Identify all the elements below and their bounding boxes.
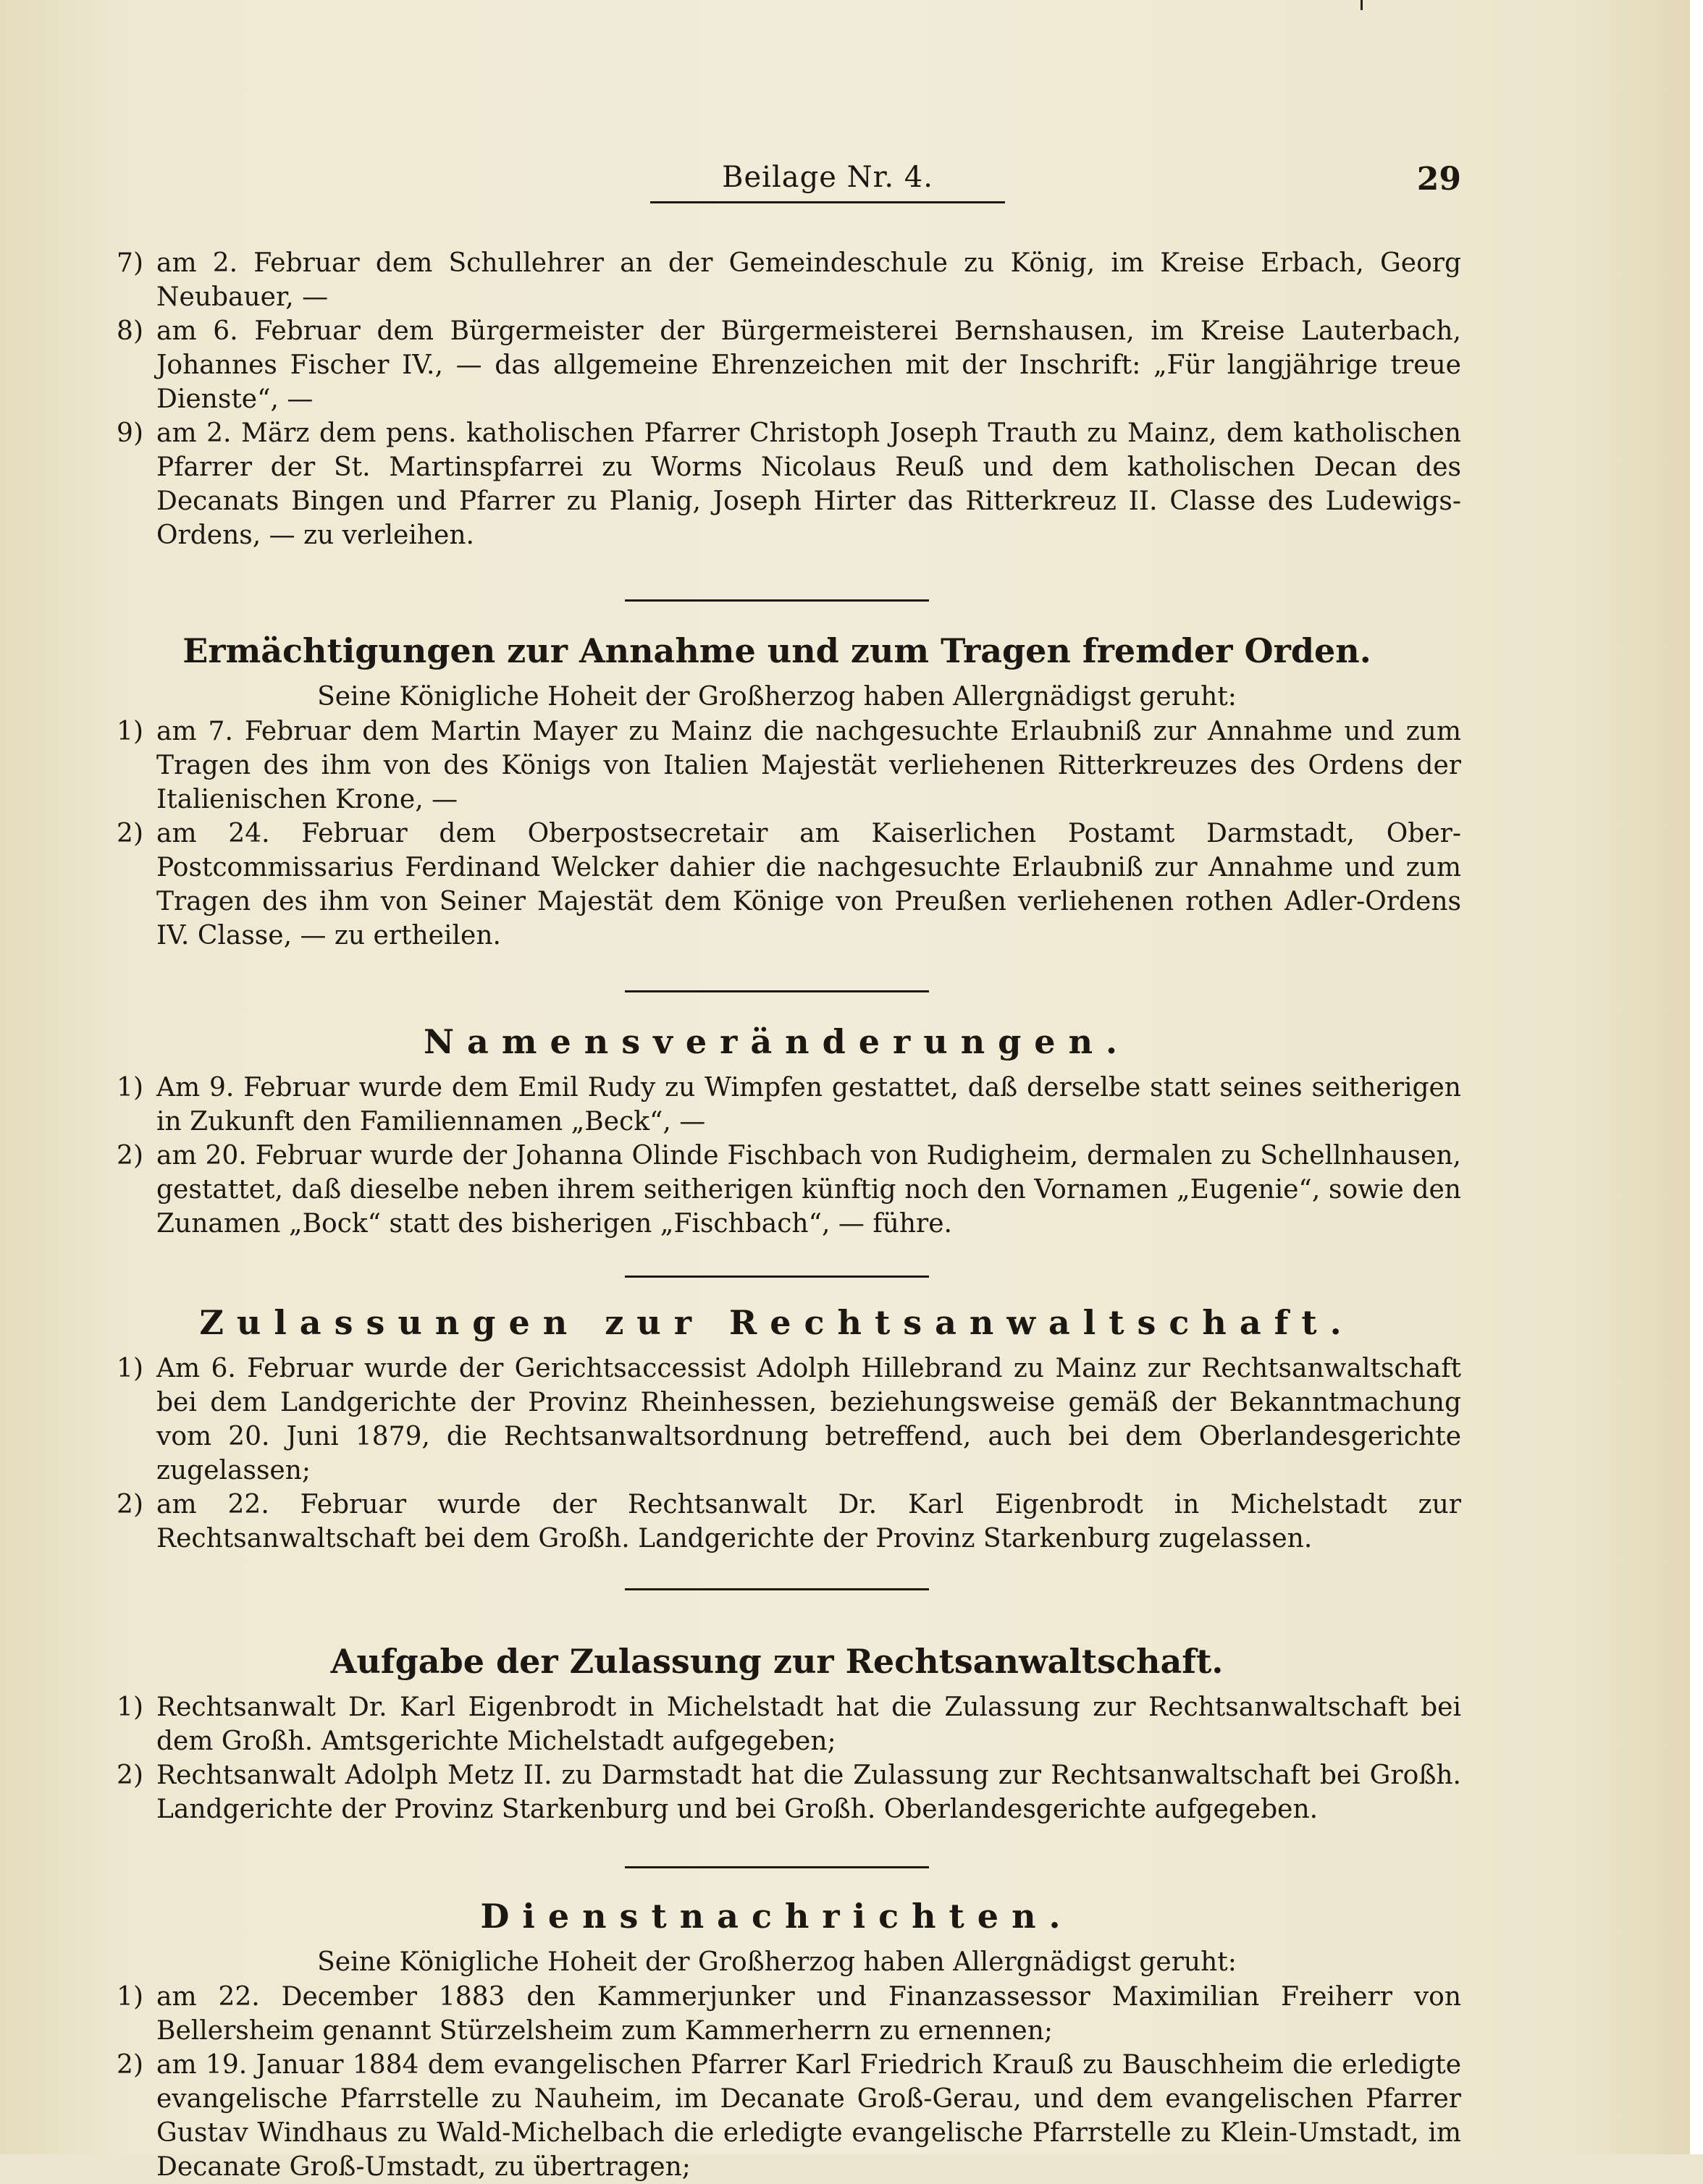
- item-text: am 2. März dem pens. katholischen Pfarrer Christoph Joseph Trauth zu Mainz, dem katholischen Pfarrer der St. Martinspfarrei zu Worms Nicolaus Reuß und dem katholischen Decan des Decanats Bingen und Pfarrer zu Planig, Joseph Hirter das Ritterkreuz II. Classe des Ludewigs-Ordens, — zu verleihen.: [156, 418, 1461, 550]
- list-item: [93, 1071, 1461, 1139]
- item-number: 1): [117, 1073, 143, 1102]
- page-title: Beilage Nr. 4.: [650, 161, 1005, 203]
- item-text: am 7. Februar dem Martin Mayer zu Mainz die nachgesuchte Erlaubniß zur Annahme und zum Tragen des ihm von des Königs von Italien Majestät verliehenen Ritterkreuzes des Ordens der Italienischen Krone, —: [156, 717, 1461, 814]
- list-item: [93, 714, 1461, 817]
- section-heading: Dienstnachrichten.: [480, 1897, 1074, 1936]
- section-heading: Ermächtigungen zur Annahme und zum Tragen fremder Orden.: [182, 631, 1371, 670]
- item-number: 1): [117, 1354, 143, 1383]
- list-item: [93, 1352, 1461, 1488]
- item-number: 2): [117, 819, 143, 848]
- list-item: [93, 246, 1461, 314]
- item-text: Am 6. Februar wurde der Gerichtsaccessist Adolph Hillebrand zu Mainz zur Rechtsanwaltschaft bei dem Landgerichte der Provinz Rheinhessen, beziehungsweise gemäß der Bekanntmachung vom 20. Juni 1879, die Rechtsanwaltsordnung betreffend, auch bei dem Oberlandesgerichte zugelassen;: [156, 1354, 1461, 1485]
- list-item: [93, 1139, 1461, 1241]
- section-name-changes: [93, 990, 1461, 1241]
- item-text: am 6. Februar dem Bürgermeister der Bürgermeisterei Bernshausen, im Kreise Lauterbach, Johannes Fischer IV., — das allgemeine Ehrenzeichen mit der Inschrift: „Für langjährige treue Dienste“, —: [156, 316, 1461, 414]
- section-list: [93, 1071, 1461, 1241]
- scan-edge: [1690, 0, 1703, 2154]
- section-list: [93, 714, 1461, 953]
- list-item: [93, 314, 1461, 416]
- item-number: 7): [117, 248, 143, 278]
- section-bar-resignations: [93, 1588, 1461, 1826]
- section-divider: [625, 1588, 929, 1590]
- item-text: Rechtsanwalt Dr. Karl Eigenbrodt in Michelstadt hat die Zulassung zur Rechtsanwaltschaft bei dem Großh. Amtsgerichte Michelstadt aufgegeben;: [156, 1692, 1461, 1756]
- list-item: [93, 817, 1461, 953]
- list-item: [93, 416, 1461, 552]
- list-item: [93, 1980, 1461, 2048]
- section-intro: Seine Königliche Hoheit der Großherzog haben Allergnädigst geruht:: [317, 682, 1237, 712]
- section-list: [93, 1352, 1461, 1556]
- scan-mark: [1361, 0, 1363, 10]
- item-text: am 24. Februar dem Oberpostsecretair am Kaiserlichen Postamt Darmstadt, Ober-Postcommissarius Ferdinand Welcker dahier die nachgesuchte Erlaubniß zur Annahme und zum Tragen des ihm von Seiner Majestät dem Könige von Preußen verliehenen rothen Adler-Ordens IV. Classe, — zu ertheilen.: [156, 819, 1461, 950]
- section-bar-admissions: [93, 1276, 1461, 1556]
- list-item: [93, 2048, 1461, 2184]
- item-number: 2): [117, 2050, 143, 2080]
- item-text: am 22. Februar wurde der Rechtsanwalt Dr. Karl Eigenbrodt in Michelstadt zur Rechtsanwaltschaft bei dem Großh. Landgerichte der Provinz Starkenburg zugelassen.: [156, 1490, 1461, 1553]
- item-number: 2): [117, 1490, 143, 1519]
- list-item: [93, 1758, 1461, 1826]
- section-divider: [625, 990, 929, 992]
- list-item: [93, 1488, 1461, 1556]
- page-body: [93, 159, 1461, 2184]
- item-number: 1): [117, 1692, 143, 1722]
- section-heading: Namensveränderungen.: [423, 1022, 1131, 1061]
- section-divider: [625, 1276, 929, 1278]
- section-divider: [625, 1866, 929, 1868]
- item-text: Am 9. Februar wurde dem Emil Rudy zu Wimpfen gestattet, daß derselbe statt seines seitherigen in Zukunft den Familiennamen „Beck“, —: [156, 1073, 1461, 1137]
- item-number: 1): [117, 1982, 143, 2012]
- item-text: Rechtsanwalt Adolph Metz II. zu Darmstadt hat die Zulassung zur Rechtsanwaltschaft bei Großh. Landgerichte der Provinz Starkenburg und bei Großh. Oberlandesgerichte aufgegeben.: [156, 1761, 1461, 1824]
- item-text: am 20. Februar wurde der Johanna Olinde Fischbach von Rudigheim, dermalen zu Schellnhausen, gestattet, daß dieselbe neben ihrem seitherigen künftig noch den Vornamen „Eugenie“, sowie den Zunamen „Bock“ statt des bisherigen „Fischbach“, — führe.: [156, 1141, 1461, 1239]
- lead-list: [93, 246, 1461, 552]
- section-heading: Zulassungen zur Rechtsanwaltschaft.: [199, 1303, 1355, 1342]
- section-list: [93, 1690, 1461, 1826]
- page-number: 29: [1416, 161, 1461, 198]
- item-text: am 2. Februar dem Schullehrer an der Gemeindeschule zu König, im Kreise Erbach, Georg Neubauer, —: [156, 248, 1461, 312]
- item-text: am 22. December 1883 den Kammerjunker und Finanzassessor Maximilian Freiherr von Bellersheim genannt Stürzelsheim zum Kammerherrn zu ernennen;: [156, 1982, 1461, 2046]
- item-number: 1): [117, 717, 143, 746]
- item-number: 2): [117, 1761, 143, 1790]
- section-list: [93, 1980, 1461, 2184]
- section-divider: [625, 599, 929, 602]
- section-foreign-orders: [93, 599, 1461, 953]
- item-number: 2): [117, 1141, 143, 1171]
- item-number: 9): [117, 418, 143, 448]
- item-text: am 19. Januar 1884 dem evangelischen Pfarrer Karl Friedrich Krauß zu Bauschheim die erledigte evangelische Pfarrstelle zu Nauheim, im Decanate Groß-Gerau, und dem evangelischen Pfarrer Gustav Windhaus zu Wald-Michelbach die erledigte evangelische Pfarrstelle zu Klein-Umstadt, im Decanate Groß-Umstadt, zu übertragen;: [156, 2050, 1461, 2182]
- section-service-news: [93, 1866, 1461, 2184]
- item-number: 8): [117, 316, 143, 346]
- list-item: [93, 1690, 1461, 1758]
- section-heading: Aufgabe der Zulassung zur Rechtsanwaltschaft.: [330, 1642, 1224, 1681]
- section-intro: Seine Königliche Hoheit der Großherzog haben Allergnädigst geruht:: [317, 1947, 1237, 1977]
